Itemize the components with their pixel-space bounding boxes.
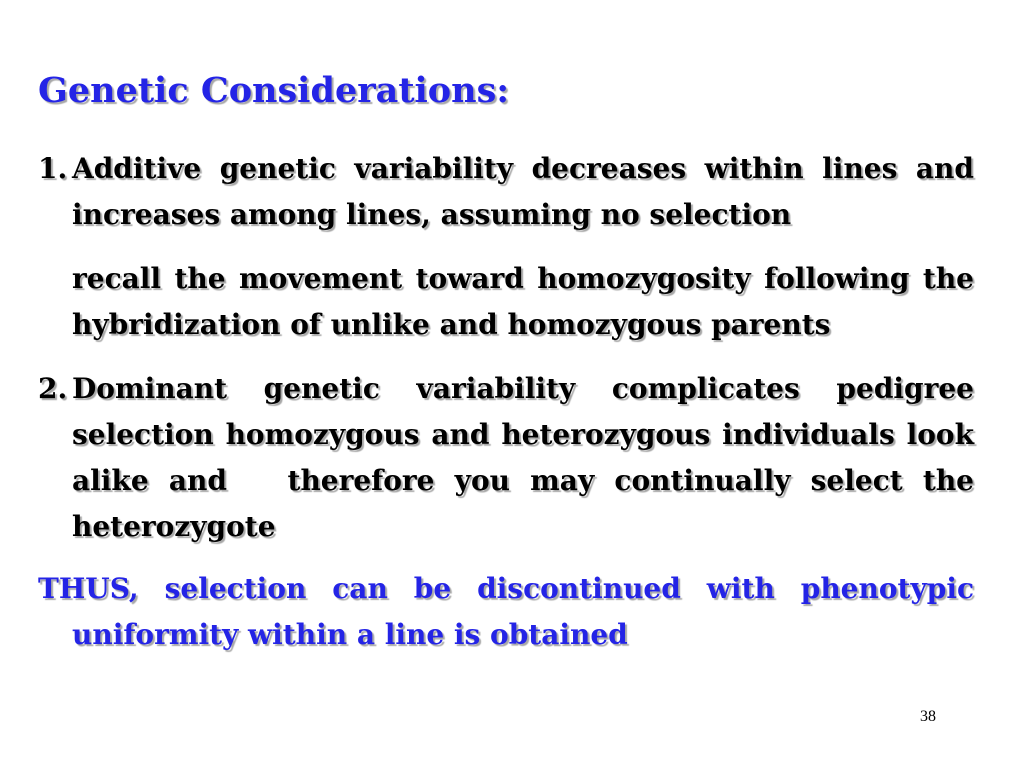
point-1-text: Additive genetic variability decreases within lines and increases among lines, assuming no selection	[72, 152, 974, 231]
point-2	[38, 366, 974, 550]
conclusion-text: THUS, selection can be discontinued with phenotypic uniformity within a line is obtained	[38, 572, 974, 651]
point-1-number: 1.	[38, 152, 68, 185]
slide-title: Genetic Considerations:	[38, 70, 510, 111]
point-1	[38, 146, 974, 238]
page-number: 38	[920, 708, 936, 725]
point-2-text: Dominant genetic variability complicates pedigree selection homozygous and heterozygous individuals look alike and therefore you may continually select the heterozygote	[72, 372, 974, 543]
point-1-subnote: recall the movement toward homozygosity following the hybridization of unlike and homozygous parents	[72, 262, 974, 341]
point-2-number: 2.	[38, 372, 68, 405]
